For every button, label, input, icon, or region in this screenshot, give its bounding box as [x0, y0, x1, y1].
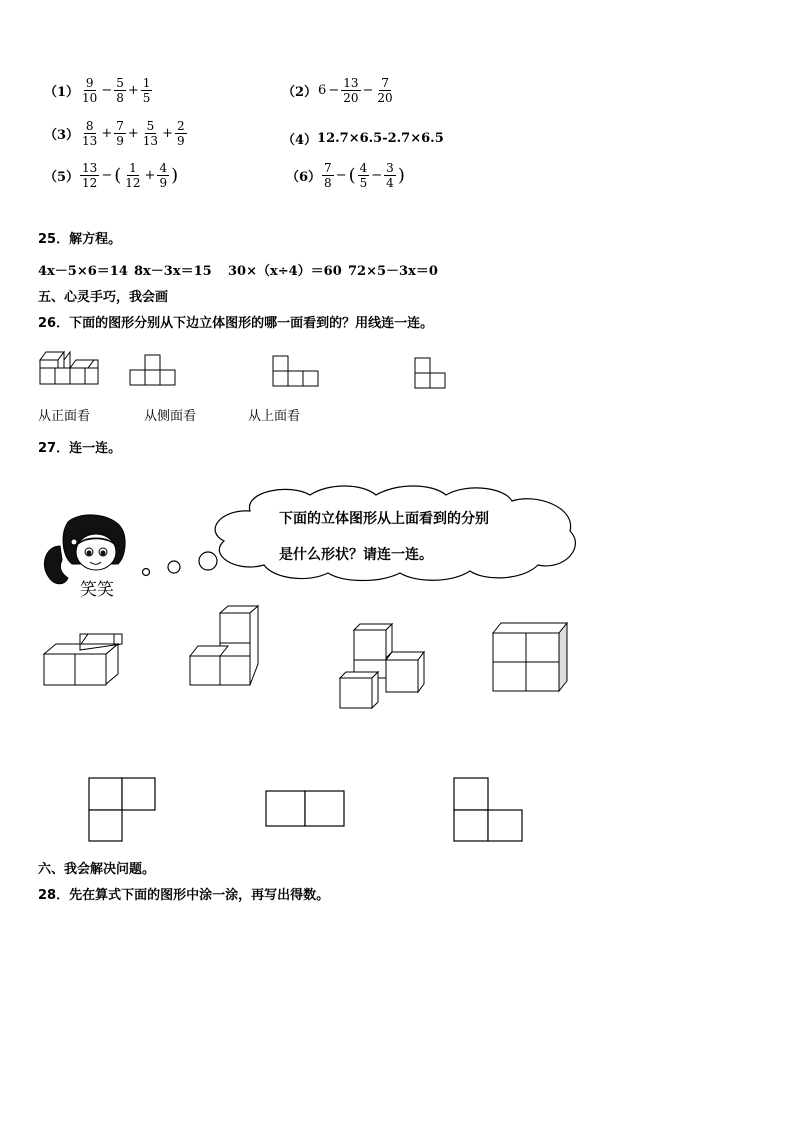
problem-4 [282, 129, 444, 148]
problem-5 [44, 161, 179, 190]
view-top-label: 从上面看 [248, 409, 301, 424]
q26-view-shape-3 [415, 357, 447, 389]
q27-solid-3 [340, 622, 430, 708]
paren: ) [397, 165, 405, 186]
paren: ) [171, 165, 179, 186]
question-26-title: 26．下面的图形分别从下边立体图形的哪一面看到的？用线连一连。 [38, 316, 434, 331]
fraction: $\frac{7}{9}$ [116, 119, 124, 148]
q27-solid-2 [188, 612, 264, 686]
bubble-text-line-2: 是什么形状？请连一连。 [279, 547, 433, 563]
q26-view-shape-2 [273, 355, 319, 387]
problem-1 [44, 76, 153, 105]
fraction: $\frac{4}{5}$ [359, 161, 368, 190]
bubble-text-line-1: 下面的立体图形从上面看到的分别 [279, 511, 489, 527]
q27-solid-4 [493, 623, 569, 693]
operator: − [371, 168, 383, 183]
paren: ( [348, 165, 356, 186]
equation-3: 30×（x÷4）＝60 [228, 264, 342, 279]
operator: + [162, 126, 173, 141]
q27-solid-1 [42, 632, 122, 688]
problem-label: （5） [44, 170, 80, 185]
operator: + [101, 126, 113, 141]
fraction: $\frac{9}{10}$ [82, 76, 98, 105]
fraction: $\frac{7}{8}$ [324, 161, 332, 190]
view-front-label: 从正面看 [38, 409, 91, 424]
fraction: $\frac{2}{9}$ [176, 119, 185, 148]
view-side-label: 从侧面看 [144, 409, 197, 424]
section-6-heading: 六、我会解决问题。 [38, 862, 156, 877]
thought-bubble [140, 485, 585, 585]
problem-label: （3） [44, 128, 80, 143]
operator: − [101, 83, 113, 98]
problem-label: （2） [282, 85, 318, 100]
fraction: $\frac{7}{20}$ [377, 76, 393, 105]
q27-top-view-1 [88, 777, 158, 843]
equation-4: 72×5－3x＝0 [348, 264, 438, 279]
problem-expression: 12.7×6.5-2.7×6.5 [317, 131, 444, 146]
whole-number: 6 [318, 83, 327, 98]
problem-6 [286, 161, 406, 190]
fraction: $\frac{1}{12}$ [125, 161, 141, 190]
problem-label: （4） [282, 133, 318, 148]
fraction: $\frac{5}{13}$ [142, 119, 159, 148]
fraction: $\frac{8}{13}$ [82, 119, 98, 148]
operator: + [127, 83, 139, 98]
operator: + [127, 126, 139, 141]
fraction: $\frac{1}{5}$ [142, 76, 151, 105]
fraction: $\frac{4}{9}$ [159, 161, 168, 190]
problem-3 [44, 119, 188, 148]
operator: − [362, 83, 374, 98]
fraction: $\frac{13}{12}$ [82, 161, 98, 190]
q27-top-view-3 [453, 777, 525, 843]
problem-label: （6） [286, 170, 322, 185]
equation-1: 4x－5×6＝14 [38, 264, 128, 279]
problem-label: （1） [44, 85, 80, 100]
operator: + [144, 168, 156, 183]
question-27-title: 27．连一连。 [38, 441, 122, 456]
fraction: $\frac{3}{4}$ [386, 161, 394, 190]
q26-view-shape-1 [130, 354, 176, 386]
paren: ( [114, 165, 122, 186]
fraction: $\frac{5}{8}$ [116, 76, 124, 105]
operator: − [328, 83, 340, 98]
girl-name-label: 笑笑 [80, 580, 114, 600]
question-28-title: 28．先在算式下面的图形中涂一涂，再写出得数。 [38, 888, 330, 903]
operator: − [335, 168, 347, 183]
q27-top-view-2 [265, 790, 347, 828]
question-25-title: 25．解方程。 [38, 232, 122, 247]
section-5-heading: 五、心灵手巧，我会画 [38, 290, 169, 305]
q26-solid-figure [40, 346, 102, 388]
problem-2 [282, 76, 396, 105]
operator: − [101, 168, 113, 183]
equation-2: 8x－3x＝15 [134, 264, 212, 279]
fraction: $\frac{13}{20}$ [343, 76, 359, 105]
